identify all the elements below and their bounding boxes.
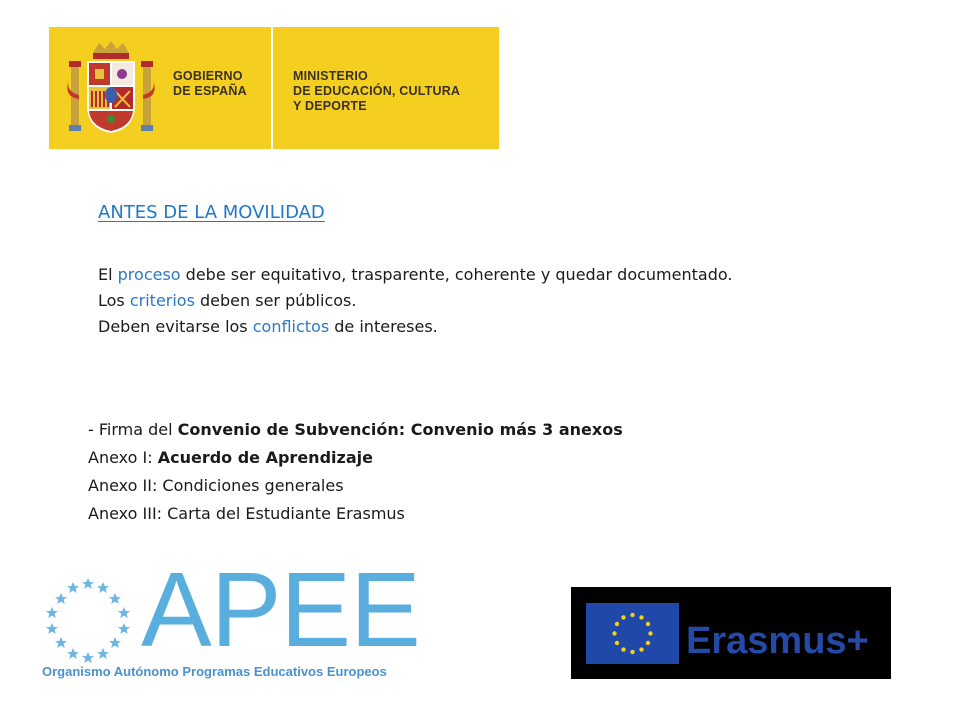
intro-paragraph [98, 262, 758, 340]
list-item: Anexo II: Condiciones generales [88, 476, 344, 495]
erasmus-logo [571, 587, 891, 679]
paragraph-line [98, 314, 758, 340]
text-span: - Firma del [88, 420, 178, 439]
list-item [88, 444, 788, 472]
text-span: Los [98, 291, 130, 310]
annex-list [88, 416, 788, 528]
text-span: debe ser equitativo, trasparente, coherente y quedar documentado. [180, 265, 733, 284]
government-name [173, 69, 247, 99]
section-heading: ANTES DE LA MOVILIDAD [98, 202, 325, 223]
government-banner [49, 27, 499, 149]
highlight-conflictos: conflictos [252, 317, 330, 336]
text-span: El [98, 265, 118, 284]
list-item [88, 416, 788, 444]
gov-line-1: GOBIERNO [173, 69, 243, 83]
apee-wordmark: APEE [141, 551, 420, 669]
highlight-criterios: criterios [129, 291, 195, 310]
text-span: Deben evitarse los [98, 317, 253, 336]
coat-of-arms-icon [67, 39, 155, 137]
gov-line-2: DE ESPAÑA [173, 84, 247, 98]
ministry-line-1: MINISTERIO [293, 69, 368, 83]
paragraph-line [98, 262, 758, 288]
eu-flag-icon [586, 603, 679, 664]
ministry-line-2: DE EDUCACIÓN, CULTURA [293, 84, 461, 98]
star-ring-icon [38, 575, 138, 665]
apee-subtitle: Organismo Autónomo Programas Educativos Europeos [42, 664, 387, 679]
apee-logo [38, 551, 428, 685]
list-item: Anexo III: Carta del Estudiante Erasmus [88, 504, 405, 523]
text-span: Anexo I: [88, 448, 158, 467]
ministry-name [293, 69, 460, 114]
paragraph-line [98, 288, 758, 314]
banner-divider [271, 27, 273, 149]
bold-text: Acuerdo de Aprendizaje [157, 448, 373, 467]
ministry-line-3: Y DEPORTE [293, 99, 367, 113]
highlight-proceso: proceso [117, 265, 181, 284]
text-span: de intereses. [329, 317, 438, 336]
bold-text: Convenio de Subvención: Convenio más 3 anexos [177, 420, 623, 439]
text-span: deben ser públicos. [194, 291, 357, 310]
erasmus-wordmark: Erasmus+ [686, 620, 869, 662]
